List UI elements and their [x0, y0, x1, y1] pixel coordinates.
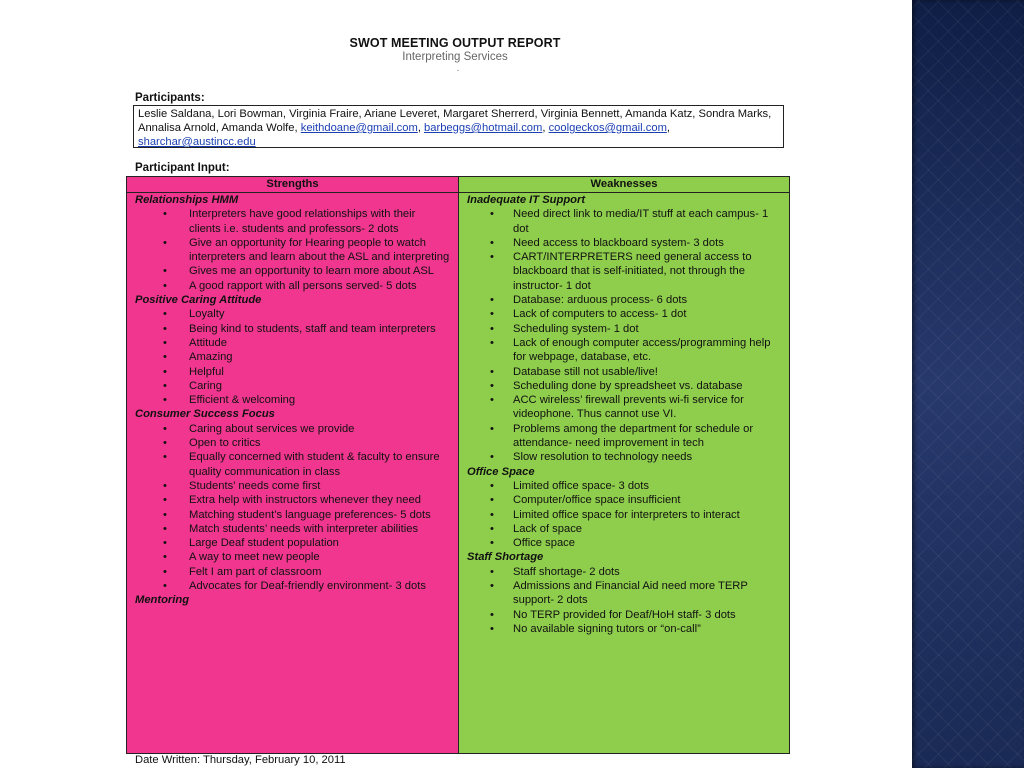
weaknesses-body	[459, 193, 789, 636]
list-item: • Lack of enough computer access/programming help for webpage, database, etc.	[459, 336, 789, 365]
list-item: • CART/INTERPRETERS need general access to blackboard that is self-initiated, not through the instructor- 1 dot	[459, 250, 789, 293]
date-written: Date Written: Thursday, February 10, 2011	[135, 754, 346, 766]
list-item: • Limited office space for interpreters to interact	[459, 508, 789, 522]
list-item: • Open to critics	[127, 436, 458, 450]
category-heading: Office Space	[467, 465, 535, 478]
list-item: • Advocates for Deaf-friendly environment- 3 dots	[127, 579, 458, 593]
strengths-header: Strengths	[127, 177, 458, 193]
list-item: • Caring about services we provide	[127, 422, 458, 436]
list-item: • Match students’ needs with interpreter abilities	[127, 522, 458, 536]
list-item: • Gives me an opportunity to learn more about ASL	[127, 264, 458, 278]
decorative-side-panel	[912, 0, 1024, 768]
report-subtitle: Interpreting Services	[402, 51, 508, 63]
bullet-list	[127, 307, 458, 407]
bullet-list	[127, 422, 458, 594]
weaknesses-column	[459, 177, 789, 753]
list-item: • A good rapport with all persons served- 5 dots	[127, 279, 458, 293]
list-item: • Matching student’s language preferences- 5 dots	[127, 508, 458, 522]
strengths-column	[127, 177, 459, 753]
strengths-body	[127, 193, 458, 608]
participant-names: Leslie Saldana, Lori Bowman, Virginia Fraire, Ariane Leveret, Margaret Sherrerd, Virginia Bennett, Amanda Katz, Sondra Marks, Annalisa Arnold, Amanda Wolfe,	[138, 108, 772, 134]
list-item: • Equally concerned with student & faculty to ensure quality communication in class	[127, 450, 458, 479]
list-item: • Amazing	[127, 350, 458, 364]
bullet-list	[459, 207, 789, 464]
list-item: • Give an opportunity for Hearing people to watch interpreters and learn about the ASL and interpreting	[127, 236, 458, 265]
category-heading: Mentoring	[135, 594, 190, 607]
list-item: • Slow resolution to technology needs	[459, 450, 789, 464]
category-heading: Positive Caring Attitude	[135, 294, 262, 307]
category-heading: Consumer Success Focus	[135, 408, 275, 421]
participants-label: Participants:	[135, 92, 205, 104]
list-item: • Admissions and Financial Aid need more TERP support- 2 dots	[459, 579, 789, 608]
email-link[interactable]: barbeggs@hotmail.com	[424, 122, 543, 134]
list-item: • Caring	[127, 379, 458, 393]
bullet-list	[459, 565, 789, 636]
email-link[interactable]: keithdoane@gmail.com	[300, 122, 418, 134]
list-item: • Lack of space	[459, 522, 789, 536]
category-heading: Relationships HMM	[135, 194, 239, 206]
participant-input-label: Participant Input:	[135, 162, 230, 174]
list-item: • Limited office space- 3 dots	[459, 479, 789, 493]
weaknesses-header: Weaknesses	[459, 177, 789, 193]
report-title: SWOT MEETING OUTPUT REPORT	[349, 36, 561, 50]
list-item: • Lack of computers to access- 1 dot	[459, 307, 789, 321]
list-item: • Being kind to students, staff and team interpreters	[127, 322, 458, 336]
list-item: • ACC wireless’ firewall prevents wi-fi service for videophone. Thus cannot use VI.	[459, 393, 789, 422]
bullet-list	[127, 207, 458, 293]
list-item: • Computer/office space insufficient	[459, 493, 789, 507]
email-link[interactable]: coolgeckos@gmail.com	[548, 122, 667, 134]
list-item: • Office space	[459, 536, 789, 550]
list-item: • No TERP provided for Deaf/HoH staff- 3 dots	[459, 608, 789, 622]
participants-box: Leslie Saldana, Lori Bowman, Virginia Fraire, Ariane Leveret, Margaret Sherrerd, Virginia Bennett, Amanda Katz, Sondra Marks, Annalisa Arnold, Amanda Wolfe, keithdoane@gmail.com, barbeggs@hotmail.com, coolgeckos@gmail.com, sharchar@austincc.edu	[133, 105, 784, 148]
list-item: • Efficient & welcoming	[127, 393, 458, 407]
swot-table	[126, 176, 790, 754]
list-item: • Attitude	[127, 336, 458, 350]
email-link[interactable]: sharchar@austincc.edu	[138, 136, 256, 148]
list-item: • Staff shortage- 2 dots	[459, 565, 789, 579]
list-item: • Need access to blackboard system- 3 dots	[459, 236, 789, 250]
list-item: • Need direct link to media/IT stuff at each campus- 1 dot	[459, 207, 789, 236]
list-item: • Helpful	[127, 365, 458, 379]
category-heading: Staff Shortage	[467, 551, 544, 564]
category-heading: Inadequate IT Support	[467, 194, 586, 206]
list-item: • Problems among the department for schedule or attendance- need improvement in tech	[459, 422, 789, 451]
list-item: • Extra help with instructors whenever they need	[127, 493, 458, 507]
list-item: • Students’ needs come first	[127, 479, 458, 493]
list-item: • Database: arduous process- 6 dots	[459, 293, 789, 307]
subtitle-dot: .	[456, 63, 460, 74]
list-item: • Scheduling system- 1 dot	[459, 322, 789, 336]
list-item: • No available signing tutors or “on-call”	[459, 622, 789, 636]
list-item: • Loyalty	[127, 307, 458, 321]
list-item: • Interpreters have good relationships with their clients i.e. students and professors- 2 dots	[127, 207, 458, 236]
list-item: • Large Deaf student population	[127, 536, 458, 550]
list-item: • Felt I am part of classroom	[127, 565, 458, 579]
bullet-list	[459, 479, 789, 550]
list-item: • A way to meet new people	[127, 550, 458, 564]
list-item: • Scheduling done by spreadsheet vs. database	[459, 379, 789, 393]
list-item: • Database still not usable/live!	[459, 365, 789, 379]
